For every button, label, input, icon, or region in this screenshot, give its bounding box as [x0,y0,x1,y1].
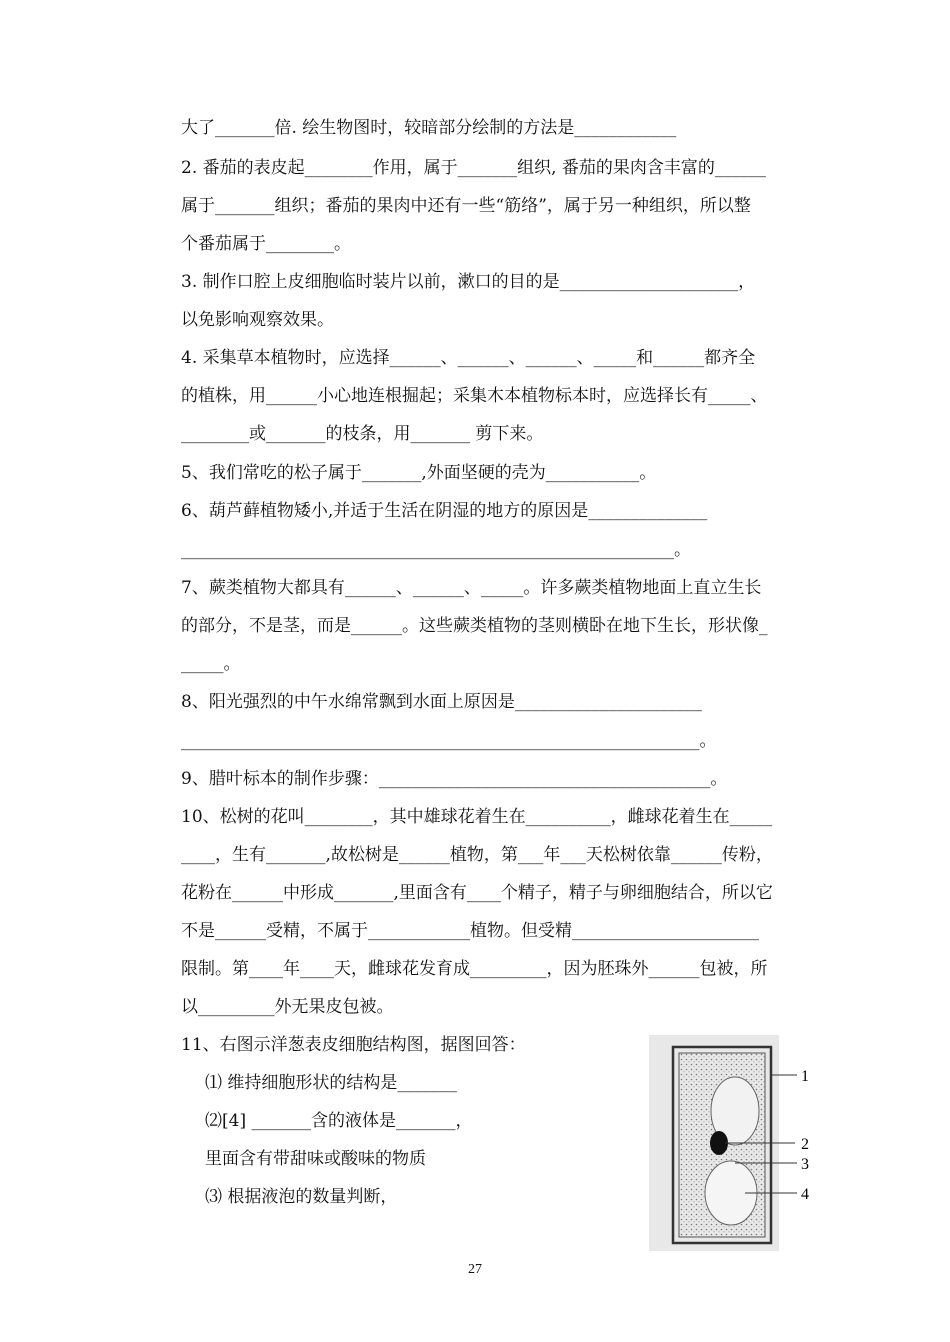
text-line: 6、葫芦藓植物矮小,并适于生活在阴湿的地方的原因是______________ [181,501,708,521]
text-line: 10、松树的花叫________，其中雄球花着生在__________，雌球花着生在_____ [181,807,773,827]
text-line: _____。 [181,654,241,674]
label-1: 1 [801,1068,809,1085]
text-line: 限制。第____年____天，雌球花发育成_________，因为胚珠外______包被，所 [181,959,768,979]
text-line: 3. 制作口腔上皮细胞临时装片以前，漱口的目的是_____________________， [181,272,756,292]
text-line: 7、蕨类植物大都具有______、______、_____。许多蕨类植物地面上直立生长 [181,578,762,598]
text-line: ____，生有_______,故松树是______植物，第___年___天松树依靠______传粉， [181,845,773,865]
text-line: ________或_______的枝条，用_______ 剪下来。 [181,424,544,444]
question-11-subline: 里面含有带甜味或酸味的物质 [205,1149,426,1169]
text-line: 花粉在______中形成_______,里面含有____个精子，精子与卵细胞结合，所以它 [181,883,773,903]
text-line: 的部分，不是茎，而是______。这些蕨类植物的茎则横卧在地下生长，形状像_ [181,616,768,636]
text-line: __________________________________________________________。 [181,540,691,560]
question-11-subline: ⑵[4] _______含的液体是_______， [205,1111,473,1131]
text-line: 8、阳光强烈的中午水绵常飘到水面上原因是______________________ [181,692,702,712]
text-line: _____________________________________________________________。 [181,731,717,751]
text-line: 属于_______组织；番茄的果肉中还有一些“筋络”，属于另一种组织，所以整 [181,196,751,216]
text-line: 以_________外无果皮包被。 [181,997,394,1017]
text-line: 5、我们常吃的松子属于_______,外面坚硬的壳为___________。 [181,463,657,483]
text-line: 4. 采集草本植物时，应选择______、______、______、_____和______都齐全 [181,348,756,368]
onion-cell-diagram [645,1033,830,1253]
onion-cell-drawing [645,1033,830,1253]
text-line: 11、右图示洋葱表皮细胞结构图，据图回答： [181,1035,526,1055]
text-line: 的植株，用______小心地连根掘起；采集木本植物标本时，应选择长有_____、 [181,386,768,406]
text-line: 大了_______倍. 绘生物图时，较暗部分绘制的方法是____________ [181,118,677,138]
text-line: 以免影响观察效果。 [181,310,334,330]
text-line: 不是______受精，不属于____________植物。但受精______________________ [181,921,759,941]
page-number: 27 [468,1262,482,1277]
text-line: 9、腊叶标本的制作步骤：_______________________________________。 [181,769,728,789]
question-11-subline: ⑴ 维持细胞形状的结构是_______ [205,1073,457,1093]
label-2: 2 [801,1136,809,1153]
text-line: 个番茄属于________。 [181,234,351,254]
label-4: 4 [801,1186,809,1203]
question-11-subline: ⑶ 根据液泡的数量判断， [205,1187,398,1207]
label-3: 3 [801,1156,809,1173]
text-line: 2. 番茄的表皮起________作用，属于_______组织, 番茄的果肉含丰富的______ [181,158,766,178]
